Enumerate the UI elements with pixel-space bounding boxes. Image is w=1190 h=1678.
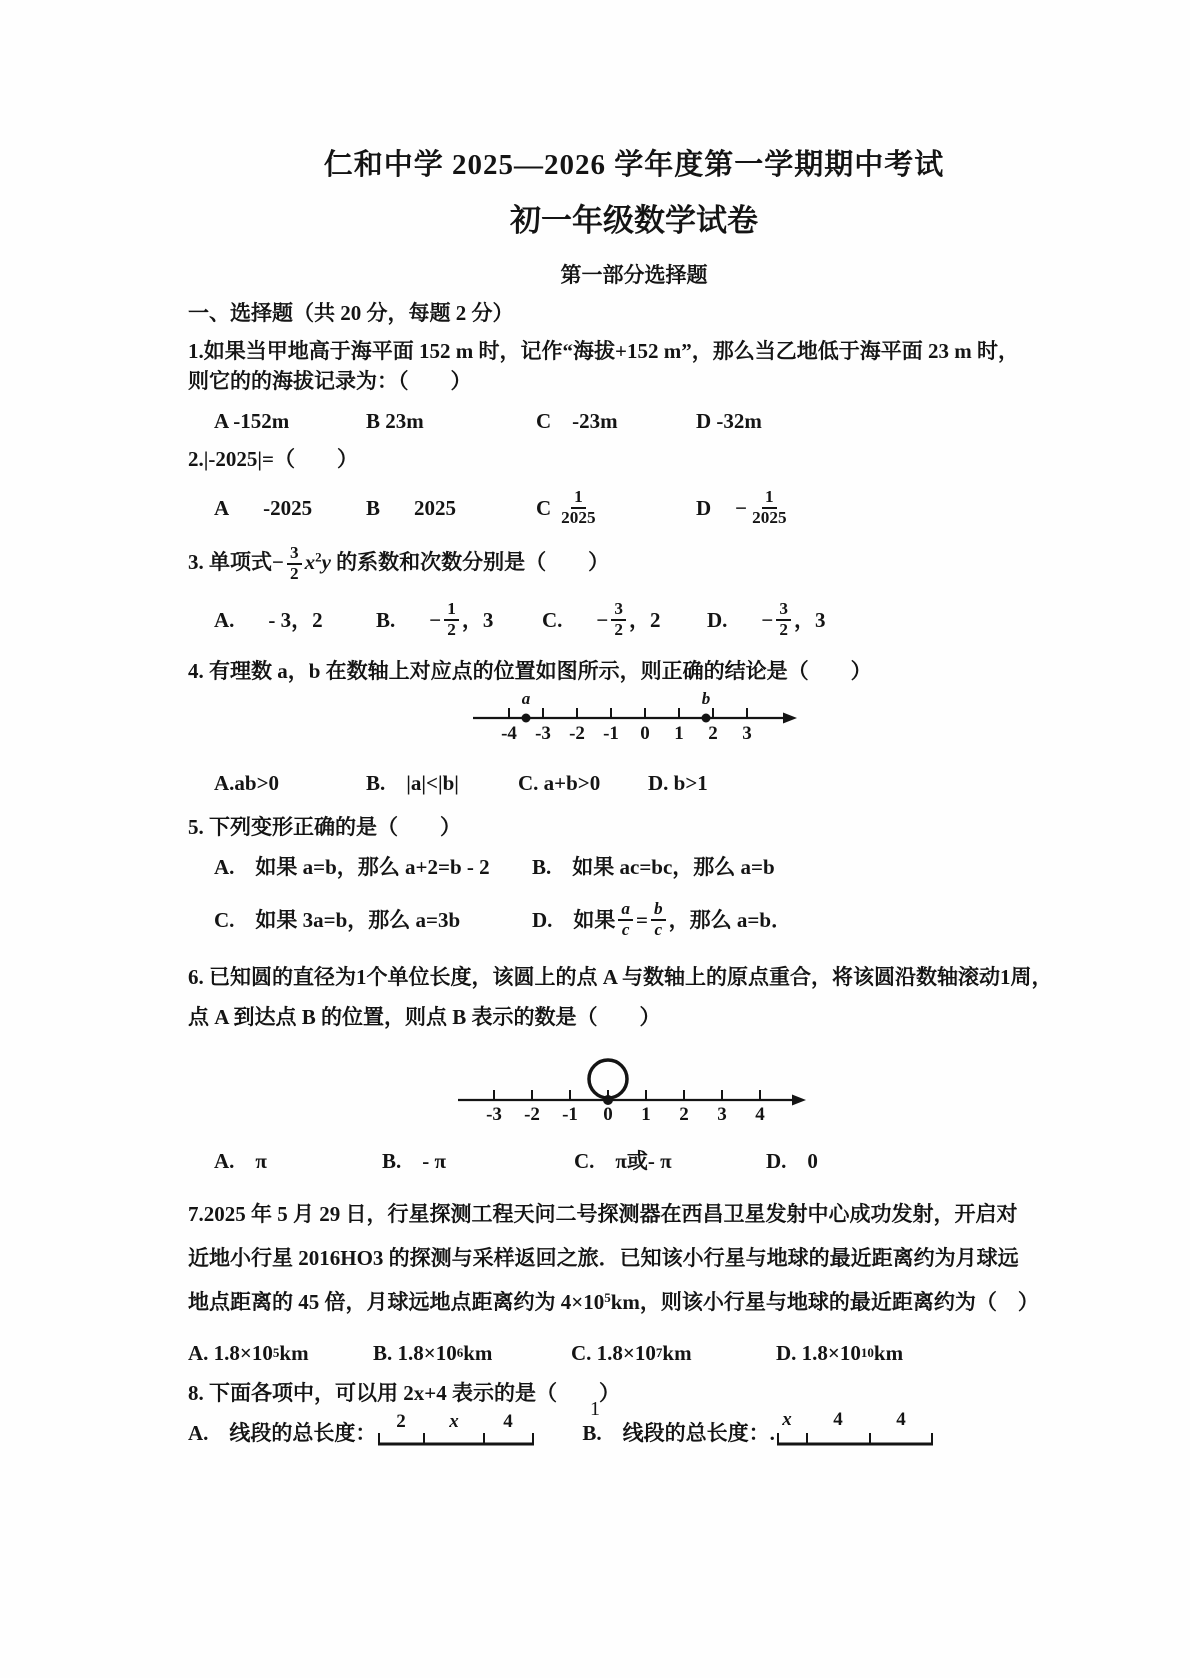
- q3-option-b-rest: ，3: [461, 607, 494, 632]
- q3-option-c-fraction: [611, 600, 626, 640]
- q4-numberline-figure: [188, 692, 1080, 758]
- q1-stem-line2: 则它的的海拔记录为：（ ）: [188, 369, 472, 393]
- q6-numberline: [454, 1040, 814, 1124]
- q5-option-d-pre: D. 如果: [532, 907, 616, 932]
- axis-arrow-icon: [792, 1094, 806, 1105]
- q6-option-a: A. π: [214, 1148, 267, 1173]
- fraction-denominator: 2025: [561, 507, 596, 527]
- q3-option-d-label: D.: [707, 607, 728, 632]
- q7-stem-line3-post: km，则该小行星与地球的最近距离约为（ ）: [610, 1289, 1039, 1314]
- q2-option-a-label: A: [214, 495, 230, 520]
- q4-option-d: D. b>1: [648, 770, 708, 795]
- point-a-dot: [522, 713, 531, 722]
- fraction-numerator: b: [651, 900, 666, 921]
- tick-label: 3: [717, 1103, 727, 1124]
- minus-sign: −: [596, 607, 609, 632]
- q7-option-b-label: B.: [373, 1340, 393, 1365]
- tick-label: 2: [708, 722, 718, 744]
- q1-stem-line1: 1.如果当甲地高于海平面 152 m 时，记作“海拔+152 m”，那么当乙地低于海平面 23 m 时，: [188, 339, 1019, 363]
- fraction-numerator: 1: [762, 488, 777, 509]
- q3-option-b-label: B.: [376, 607, 396, 632]
- q8-option-a-label: A. 线段的总长度：: [188, 1420, 377, 1445]
- fraction-numerator: 3: [776, 600, 791, 621]
- fraction-denominator: 2025: [752, 507, 787, 527]
- exam-title: 仁和中学 2025—2026 学年度第一学期期中考试: [323, 149, 945, 181]
- q7-option-d-label: D.: [776, 1340, 797, 1365]
- q1-options: [188, 406, 1080, 436]
- segment-label: x: [782, 1411, 792, 1430]
- q7-option-d-base: 1.8×10: [801, 1340, 861, 1365]
- unit-km: km: [662, 1340, 692, 1365]
- q3-stem-fraction: [287, 544, 302, 584]
- fraction-denominator: 2: [779, 619, 788, 639]
- q2-option-d-fraction: [750, 488, 788, 528]
- q2-option-d: [696, 488, 792, 528]
- q5-option-d-fraction2: [651, 900, 666, 940]
- q6-option-b: B. - π: [382, 1148, 447, 1173]
- q6-option-d: D. 0: [766, 1148, 818, 1173]
- q2-option-d-label: D: [696, 495, 712, 520]
- segment-label: 4: [896, 1411, 906, 1430]
- q2-stem: 2.|-2025|=（ ）: [188, 447, 358, 471]
- unit-km: km: [463, 1340, 493, 1365]
- tick-label: 1: [641, 1103, 651, 1124]
- tick-label: -3: [535, 722, 551, 744]
- variable-y: y: [321, 549, 331, 574]
- fraction-denominator: c: [654, 919, 663, 939]
- q5-option-d-fraction1: [618, 900, 633, 940]
- unit-km: km: [279, 1340, 309, 1365]
- tick-label: 1: [674, 722, 684, 744]
- q7-options: [188, 1338, 1080, 1368]
- q3-option-b-fraction: [444, 600, 459, 640]
- unit-km: km: [873, 1340, 904, 1365]
- exponent: 5: [604, 1289, 611, 1305]
- point-a-label: a: [521, 691, 531, 708]
- q1-option-d: D -32m: [696, 409, 762, 433]
- q3-option-a-label: A.: [214, 607, 235, 632]
- q7-stem-line3: [188, 1280, 1080, 1324]
- tick-label: -1: [603, 722, 619, 744]
- fraction-numerator: 3: [611, 600, 626, 621]
- exponent: 2: [315, 549, 322, 565]
- tick-label: -2: [524, 1103, 540, 1124]
- fraction-numerator: 1: [571, 488, 586, 509]
- q7-option-b: B. 1.8×10 6 km: [373, 1338, 571, 1368]
- q8-option-b-label: B. 线段的总长度：.: [582, 1420, 775, 1445]
- q5-options-row2: [188, 900, 1080, 940]
- part-heading: 第一部分选择题: [560, 263, 708, 287]
- q6-stem-line1: 6. 已知圆的直径为1个单位长度，该圆上的点 A 与数轴上的原点重合，将该圆沿数轴滚动1周，: [188, 964, 1053, 989]
- q5-stem: 5. 下列变形正确的是（ ）: [188, 814, 461, 839]
- q3-option-c-label: C.: [542, 607, 563, 632]
- q3-option-a-value: - 3，2: [268, 607, 323, 632]
- q3-stem: [188, 544, 1080, 584]
- q5-option-a: A. 如果 a=b，那么 a+2=b - 2: [214, 854, 490, 879]
- q3-stem-post: 的系数和次数分别是（ ）: [330, 549, 610, 574]
- q1-option-b: B 23m: [366, 409, 424, 433]
- q3-stem-pre: 3. 单项式−: [188, 549, 284, 574]
- q2-option-c: [536, 488, 696, 528]
- q4-option-c: C. a+b>0: [518, 770, 601, 795]
- tick-label: -1: [562, 1103, 578, 1124]
- q7-option-a-label: A.: [188, 1340, 209, 1365]
- q3-option-d-rest: ，3: [794, 607, 826, 632]
- minus-sign: −: [429, 607, 442, 632]
- q2-option-a-value: -2025: [263, 495, 313, 520]
- q7-option-a: A. 1.8×10 5 km: [188, 1338, 373, 1368]
- minus-sign: −: [735, 495, 748, 520]
- variable-x: x: [304, 549, 316, 574]
- q3-option-c: [542, 600, 707, 640]
- point-b-dot: [702, 713, 711, 722]
- q7-option-a-base: 1.8×10: [213, 1340, 273, 1365]
- q2-options: [188, 488, 1080, 528]
- point-b-label: b: [701, 691, 711, 708]
- q7-stem-line1: 7.2025 年 5 月 29 日，行星探测工程天问二号探测器在西昌卫星发射中心成功发射，开启对: [188, 1201, 1018, 1226]
- q5-options-row1: [188, 852, 1080, 882]
- q2-option-c-fraction: [559, 488, 597, 528]
- minus-sign: −: [761, 607, 774, 632]
- q7-option-d: D. 1.8×10 10 km: [776, 1338, 903, 1368]
- q3-option-b: [376, 600, 542, 640]
- q4-stem: 4. 有理数 a，b 在数轴上对应点的位置如图所示，则正确的结论是（ ）: [188, 658, 872, 683]
- fraction-denominator: 2: [447, 619, 456, 639]
- segment-label: 2: [396, 1411, 407, 1432]
- tick-label: -4: [501, 722, 517, 744]
- section-heading: 一、选择题（共 20 分，每题 2 分）: [188, 301, 514, 325]
- equals-sign: =: [636, 907, 648, 932]
- tick-label: 2: [679, 1103, 689, 1124]
- tick-label: 0: [603, 1103, 613, 1124]
- fraction-numerator: 1: [444, 600, 459, 621]
- q6-numberline-figure: [188, 1040, 1080, 1132]
- q3-option-c-rest: ，2: [629, 607, 661, 632]
- q3-option-d: [707, 600, 826, 640]
- q7-stem-line3-pre: 地点距离的 45 倍，月球远地点距离约为 4×10: [188, 1289, 605, 1314]
- q4-option-a: A.ab>0: [214, 770, 280, 795]
- page-number: 1: [590, 1398, 600, 1420]
- q7-option-c-base: 1.8×10: [596, 1340, 656, 1365]
- tick-label: -2: [569, 722, 585, 744]
- segment-label: 4: [503, 1411, 514, 1432]
- fraction-denominator: 2: [614, 619, 623, 639]
- q2-option-b-label: B: [366, 495, 381, 520]
- q5-option-c: C. 如果 3a=b，那么 a=3b: [214, 907, 461, 932]
- q7-option-c-label: C.: [571, 1340, 592, 1365]
- q4-numberline: [469, 692, 799, 750]
- q5-option-b: B. 如果 ac=bc，那么 a=b: [532, 854, 775, 879]
- tick-label: 0: [640, 722, 650, 744]
- q6-stem-line2: 点 A 到达点 B 的位置，则点 B 表示的数是（ ）: [188, 1004, 661, 1029]
- q2-option-b: [366, 493, 536, 523]
- q7-stem-line2: 近地小行星 2016HO3 的探测与采样返回之旅．已知该小行星与地球的最近距离约为月球远: [188, 1245, 1019, 1270]
- axis-arrow-icon: [783, 712, 797, 723]
- q1-option-a: A -152m: [214, 409, 290, 433]
- q2-option-c-label: C: [536, 495, 552, 520]
- fraction-denominator: c: [621, 919, 630, 939]
- q6-option-c: C. π或- π: [574, 1148, 672, 1173]
- q2-option-a: [214, 493, 366, 523]
- q1-option-c: C -23m: [536, 409, 618, 433]
- fraction-numerator: a: [618, 900, 633, 921]
- tick-label: 4: [755, 1103, 765, 1124]
- q2-option-b-value: 2025: [414, 495, 457, 520]
- q7-option-c: C. 1.8×10 7 km: [571, 1338, 776, 1368]
- q3-option-a: [214, 605, 376, 635]
- q6-options: [188, 1146, 1080, 1176]
- fraction-numerator: 3: [287, 544, 302, 565]
- exam-subtitle: 初一年级数学试卷: [510, 203, 758, 238]
- q7-option-b-base: 1.8×10: [397, 1340, 457, 1365]
- q8-stem: 8. 下面各项中，可以用 2x+4 表示的是（ ）: [188, 1380, 620, 1405]
- segment-label: x: [449, 1411, 460, 1432]
- q5-option-d-post: ，那么 a=b．: [668, 907, 793, 932]
- tick-label: -3: [486, 1103, 502, 1124]
- fraction-denominator: 2: [289, 563, 299, 583]
- q5-option-d: [532, 900, 792, 940]
- q3-options: [188, 600, 1080, 640]
- q3-option-d-fraction: [776, 600, 791, 640]
- q4-options: [188, 768, 1080, 798]
- tick-label: 3: [742, 722, 752, 744]
- q4-option-b: B. |a|<|b|: [366, 770, 459, 795]
- segment-label: 4: [833, 1411, 843, 1430]
